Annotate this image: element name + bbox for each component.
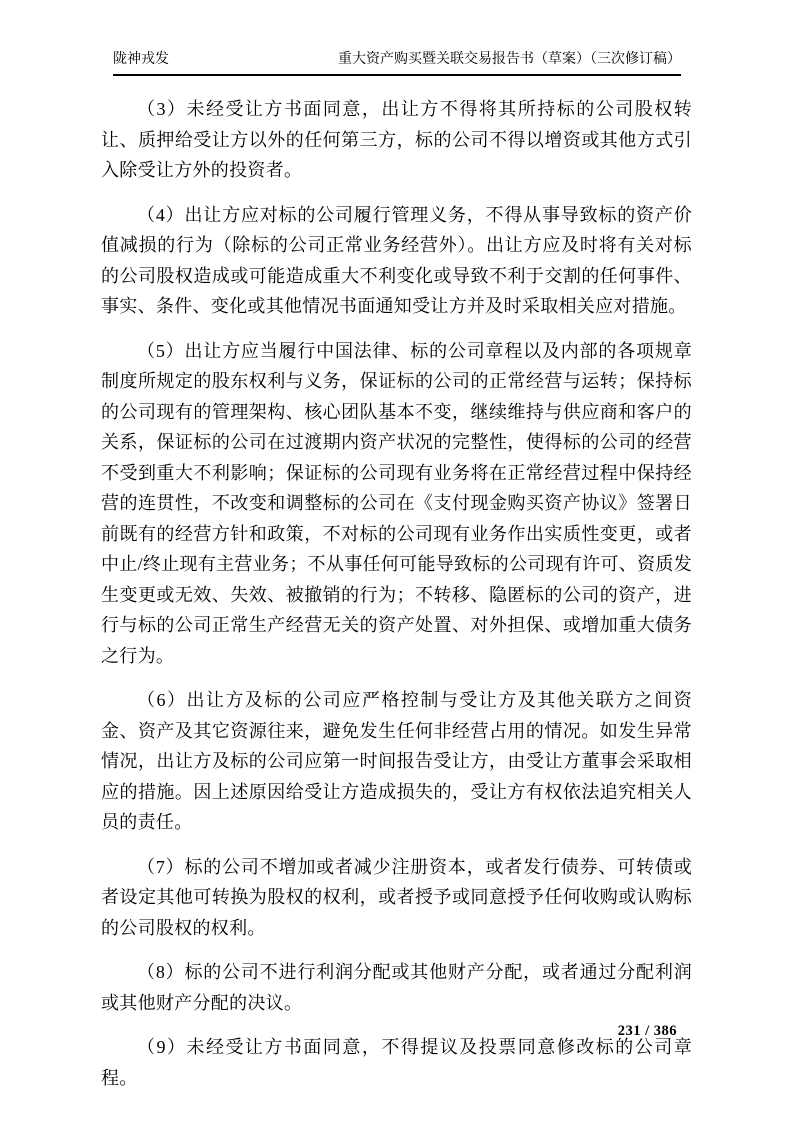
header-company-name: 陇神戎发 [113,52,169,67]
page-header [113,48,681,76]
document-body [101,94,692,1107]
page-number: 231 / 386 [617,1023,677,1039]
header-report-title: 重大资产购买暨关联交易报告书（草案）（三次修订稿） [338,52,681,67]
paragraph-item-5: （5）出让方应当履行中国法律、标的公司章程以及内部的各项规章制度所规定的股东权利与义务，保证标的公司的正常经营与运转；保持标的公司现有的管理架构、核心团队基本不变，继续维持与供应商和客户的关系，保证标的公司在过渡期内资产状况的完整性，使得标的公司的经营不受到重大不利影响；保证标的公司现有业务将在正常经营过程中保持经营的连贯性，不改变和调整标的公司在《支付现金购买资产协议》签署日前既有的经营方针和政策，不对标的公司现有业务作出实质性变更，或者中止/终止现有主营业务；不从事任何可能导致标的公司现有许可、资质发生变更或无效、失效、被撤销的行为；不转移、隐匿标的公司的资产，进行与标的公司正常生产经营无关的资产处置、对外担保、或增加重大债务之行为。 [101,340,692,666]
paragraph-item-8: （8）标的公司不进行利润分配或其他财产分配，或者通过分配利润或其他财产分配的决议。 [101,962,692,1013]
paragraph-item-9: （9）未经受让方书面同意，不得提议及投票同意修改标的公司章程。 [101,1037,692,1088]
paragraph-item-7: （7）标的公司不增加或者减少注册资本，或者发行债券、可转债或者设定其他可转换为股权的权利，或者授予或同意授予任何收购或认购标的公司股权的权利。 [101,856,692,938]
paragraph-item-6: （6）出让方及标的公司应严格控制与受让方及其他关联方之间资金、资产及其它资源往来，避免发生任何非经营占用的情况。如发生异常情况，出让方及标的公司应第一时间报告受让方，由受让方董事会采取相应的措施。因上述原因给受让方造成损失的，受让方有权依法追究相关人员的责任。 [101,690,692,832]
paragraph-item-3: （3）未经受让方书面同意，出让方不得将其所持标的公司股权转让、质押给受让方以外的任何第三方，标的公司不得以增资或其他方式引入除受让方外的投资者。 [101,99,692,180]
paragraph-item-4: （4）出让方应对标的公司履行管理义务，不得从事导致标的资产价值减损的行为（除标的公司正常业务经营外）。出让方应及时将有关对标的公司股权造成或可能造成重大不利变化或导致不利于交割的任何事件、事实、条件、变化或其他情况书面通知受让方并及时采取相关应对措施。 [101,204,692,316]
page-footer [0,1023,677,1040]
